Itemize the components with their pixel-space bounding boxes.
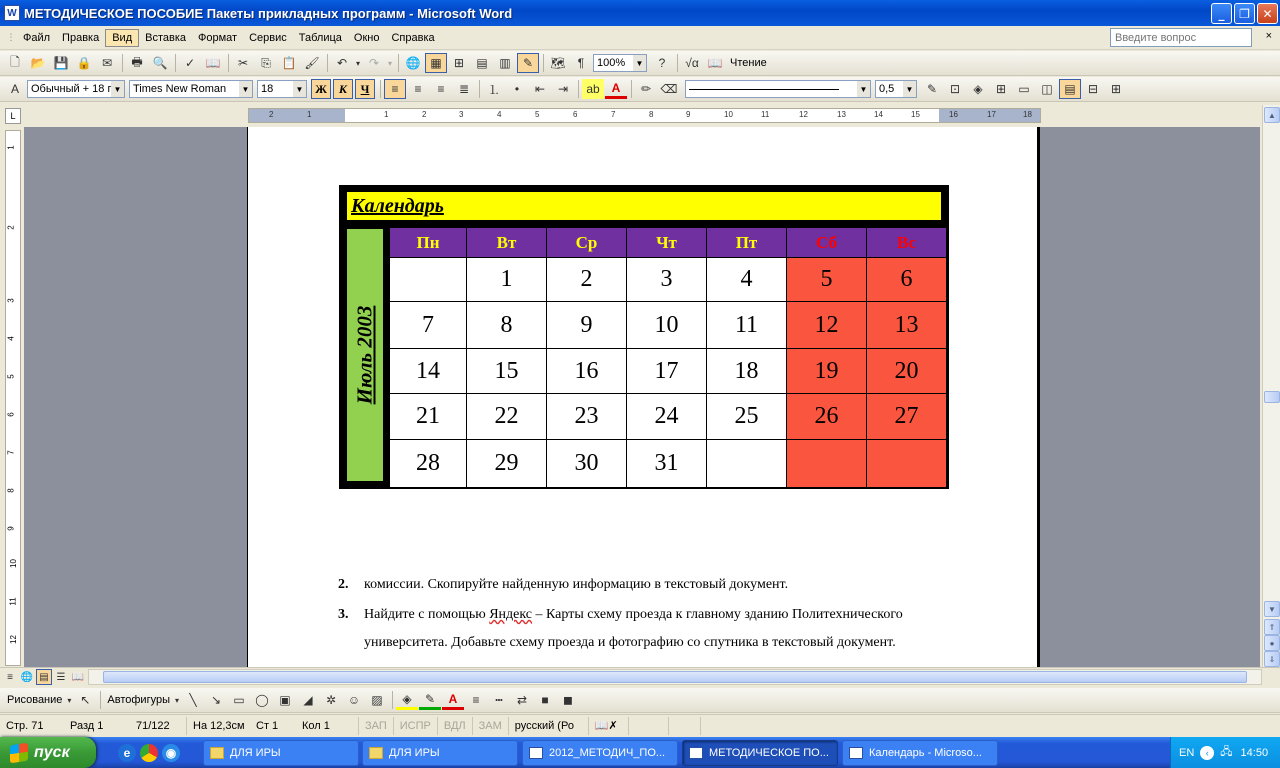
line-color-icon[interactable]: ✎ — [419, 690, 441, 710]
style-value: Обычный + 18 г — [31, 83, 112, 95]
status-rec[interactable]: ЗАП — [358, 717, 393, 735]
reading-label[interactable]: Чтение — [730, 57, 767, 69]
normal-view-icon[interactable]: ≡ — [7, 671, 13, 683]
ruler-mark: 2 — [422, 110, 427, 119]
drawing-menu-button[interactable]: Рисование — [7, 694, 63, 706]
copy-icon[interactable]: ⎘ — [261, 55, 271, 70]
taskbar-item-label: 2012_МЕТОДИЧ_ПО... — [549, 747, 666, 759]
status-bar — [0, 714, 1280, 736]
permission-icon[interactable]: 🔒 — [76, 56, 92, 70]
day-cell[interactable]: 7 — [390, 302, 466, 348]
ruler-mark: 18 — [1023, 110, 1032, 119]
minimize-button[interactable]: _ — [1211, 3, 1232, 24]
month-cell[interactable] — [347, 229, 383, 481]
day-cell[interactable]: 16 — [547, 349, 626, 393]
day-cell[interactable]: 31 — [627, 440, 706, 487]
eraser-icon[interactable]: ⌫ — [660, 82, 678, 96]
status-empty-panel — [700, 717, 732, 735]
ruler-mark: 12 — [8, 635, 18, 644]
ruler-mark: 12 — [799, 110, 808, 119]
font-size-select[interactable] — [257, 80, 307, 98]
ruler-mark: 9 — [6, 526, 16, 531]
day-cell[interactable]: 4 — [707, 258, 786, 301]
calendar-table[interactable] — [339, 185, 949, 489]
outside-border-icon[interactable]: ⊡ — [949, 82, 961, 96]
increase-indent-icon[interactable]: ⇥ — [557, 82, 569, 96]
day-cell-weekend[interactable] — [867, 440, 946, 487]
font-color-icon[interactable]: A — [442, 690, 464, 710]
status-extend[interactable]: ВДЛ — [437, 717, 472, 735]
save-icon[interactable]: 💾 — [53, 56, 69, 70]
vertical-scrollbar[interactable] — [1262, 105, 1280, 667]
toolbar-separator — [578, 80, 579, 98]
line-style-icon[interactable]: ≡ — [472, 693, 480, 707]
chevron-down-icon: ▼ — [903, 81, 916, 97]
chevron-down-icon: ▼ — [239, 81, 252, 97]
new-document-icon[interactable]: 🗋 — [10, 54, 20, 69]
taskbar-item[interactable] — [362, 740, 518, 766]
show-hidden-icon[interactable]: ‹ — [1200, 746, 1214, 760]
styles-pane-icon[interactable]: A — [10, 82, 19, 96]
day-cell[interactable]: 14 — [390, 349, 466, 393]
language-indicator[interactable]: EN — [1179, 746, 1195, 759]
font-value: Times New Roman — [133, 83, 227, 95]
rectangle-icon[interactable]: ▭ — [233, 693, 245, 707]
ruler-mark: 7 — [611, 110, 616, 119]
paste-icon[interactable]: 📋 — [281, 56, 297, 70]
ruler-mark: 4 — [497, 110, 502, 119]
zoom-select[interactable] — [593, 54, 647, 72]
list-item[interactable] — [338, 607, 903, 623]
style-select[interactable] — [27, 80, 125, 98]
status-empty-panel — [668, 717, 700, 735]
list-text: Найдите с помощью — [364, 607, 490, 622]
day-cell[interactable] — [390, 258, 466, 301]
merge-cells-icon[interactable]: ▭ — [1018, 82, 1030, 96]
insert-table-icon[interactable]: ⊞ — [453, 56, 465, 70]
email-icon[interactable]: ✉ — [101, 56, 113, 70]
title-bar — [0, 0, 1280, 26]
list-number: 3. — [338, 607, 349, 622]
align-center-icon[interactable]: ≡ — [414, 82, 422, 96]
list-text-continuation[interactable]: университета. Добавьте схему проезда и фотографию со спутника в текстовый документ. — [364, 635, 896, 650]
font-size-value: 18 — [261, 83, 274, 95]
split-cells-icon[interactable]: ◫ — [1041, 82, 1053, 96]
numbering-icon[interactable]: ⒈ — [487, 82, 500, 97]
ruler-mark: 6 — [6, 412, 16, 417]
line-style-preview — [689, 89, 839, 90]
tab-selector[interactable]: L — [5, 108, 21, 124]
chevron-down-icon: ▼ — [293, 81, 306, 97]
autoshapes-menu-button[interactable]: Автофигуры — [107, 694, 170, 706]
day-cell-weekend[interactable]: 27 — [867, 394, 946, 439]
ruler-mark: 3 — [6, 298, 16, 303]
arrow-style-icon[interactable]: ⇄ — [516, 693, 528, 707]
fill-color-icon[interactable]: ◈ — [396, 690, 418, 710]
picture-icon[interactable]: ▨ — [371, 693, 383, 707]
day-header[interactable]: Ср — [547, 228, 626, 257]
vertical-ruler[interactable] — [5, 130, 21, 666]
ruler-mark: 1 — [6, 145, 16, 150]
day-header-weekend[interactable]: Вс — [867, 228, 946, 257]
ruler-mark: 8 — [6, 488, 16, 493]
day-header-weekend[interactable]: Сб — [787, 228, 866, 257]
menu-bar — [0, 26, 1280, 50]
ruler-mark: 11 — [8, 597, 18, 606]
clock[interactable]: 14:50 — [1240, 746, 1269, 759]
day-cell[interactable]: 11 — [707, 302, 786, 348]
help-search-input[interactable] — [1110, 28, 1252, 47]
scroll-thumb[interactable] — [103, 671, 1247, 683]
bullets-icon[interactable]: • — [514, 82, 520, 96]
equation-icon[interactable]: √α — [685, 56, 699, 70]
day-header[interactable]: Пн — [390, 228, 466, 257]
research-icon[interactable]: 📖 — [205, 56, 221, 70]
print-preview-icon[interactable]: 🔍 — [152, 56, 168, 70]
scroll-thumb[interactable] — [1264, 391, 1280, 403]
diagram-icon[interactable]: ✲ — [325, 693, 337, 707]
status-column: Кол 1 — [302, 719, 330, 732]
ie-icon[interactable]: e — [118, 744, 136, 762]
spelling-status-icon[interactable]: 📖✗ — [588, 717, 628, 735]
ruler-mark: 16 — [949, 110, 958, 119]
menu-view[interactable]: Вид — [105, 29, 139, 47]
document-workspace[interactable] — [24, 127, 1260, 667]
day-cell[interactable]: 15 — [467, 349, 546, 393]
print-layout-icon[interactable]: ▤ — [36, 669, 52, 685]
font-color-icon[interactable]: A — [605, 79, 627, 99]
browse-object-icon[interactable]: ● — [1264, 635, 1280, 651]
toolbar-separator — [327, 54, 328, 72]
reading-view-icon[interactable]: 📖 — [71, 671, 85, 683]
decrease-indent-icon[interactable]: ⇤ — [534, 82, 546, 96]
italic-button[interactable]: К — [333, 79, 353, 99]
day-cell[interactable]: 23 — [547, 394, 626, 439]
day-cell-weekend[interactable]: 26 — [787, 394, 866, 439]
undo-icon[interactable]: ↶ — [336, 56, 348, 70]
tables-borders-icon[interactable]: ▦ — [425, 53, 447, 73]
ruler-mark: 17 — [987, 110, 996, 119]
media-icon[interactable]: ◉ — [162, 744, 180, 762]
font-select[interactable] — [129, 80, 253, 98]
month-label: Июль 2003 — [352, 305, 377, 405]
next-page-icon[interactable]: ⇓ — [1264, 651, 1280, 667]
ruler-left-margin — [249, 109, 345, 122]
restore-button[interactable]: ❐ — [1234, 3, 1255, 24]
align-right-icon[interactable]: ≡ — [437, 82, 445, 96]
ruler-mark: 8 — [649, 110, 654, 119]
horizontal-scrollbar[interactable] — [88, 669, 1262, 685]
wordart-icon[interactable]: ◢ — [303, 693, 313, 707]
day-cell[interactable]: 24 — [627, 394, 706, 439]
ruler-mark: 9 — [686, 110, 691, 119]
border-color-icon[interactable]: ✎ — [926, 82, 938, 96]
day-cell[interactable]: 22 — [467, 394, 546, 439]
horizontal-ruler[interactable] — [248, 108, 1041, 123]
outline-view-icon[interactable]: ☰ — [56, 671, 66, 683]
clipart-icon[interactable]: ☺ — [347, 693, 361, 707]
line-weight-value: 0,5 — [879, 83, 895, 95]
toolbar-separator — [175, 54, 176, 72]
day-cell[interactable]: 17 — [627, 349, 706, 393]
toolbar-separator — [228, 54, 229, 72]
cut-icon[interactable]: ✂ — [237, 56, 249, 70]
ruler-mark: 1 — [384, 110, 389, 119]
menu-file[interactable]: Файл — [23, 31, 51, 44]
oval-icon[interactable]: ◯ — [255, 693, 269, 707]
dropdown-arrow-icon[interactable]: ▾ — [387, 58, 392, 68]
arrow-icon[interactable]: ↘ — [210, 693, 222, 707]
toolbar-separator — [543, 54, 544, 72]
toolbar-separator — [380, 80, 381, 98]
calendar-title[interactable]: Календарь — [347, 192, 941, 220]
reading-icon[interactable]: 📖 — [707, 56, 723, 70]
toolbar-separator — [479, 80, 480, 98]
chevron-down-icon: ▼ — [857, 81, 870, 97]
day-cell[interactable]: 3 — [627, 258, 706, 301]
standard-toolbar — [0, 51, 1280, 76]
ruler-mark: 10 — [8, 559, 18, 568]
help-icon[interactable]: ? — [658, 56, 666, 70]
taskbar-item[interactable] — [842, 740, 998, 766]
highlight-icon[interactable]: ab — [582, 79, 604, 99]
toolbar-separator — [100, 691, 101, 709]
status-empty-panel — [628, 717, 668, 735]
day-cell[interactable]: 28 — [390, 440, 466, 487]
ruler-mark: 5 — [535, 110, 540, 119]
shadow-icon[interactable]: ■ — [541, 693, 549, 707]
day-cell[interactable]: 30 — [547, 440, 626, 487]
ruler-mark: 3 — [459, 110, 464, 119]
menu-insert[interactable]: Вставка — [145, 31, 187, 44]
word-doc-icon — [849, 747, 863, 759]
shading-color-icon[interactable]: ◈ — [973, 82, 983, 96]
day-header[interactable]: Вт — [467, 228, 546, 257]
day-cell[interactable]: 10 — [627, 302, 706, 348]
drawing-toolbar — [0, 688, 1280, 713]
menu-tools[interactable]: Сервис — [249, 31, 287, 44]
taskbar-item[interactable] — [522, 740, 678, 766]
network-icon[interactable]: 🖧 — [1220, 746, 1233, 758]
status-section: Разд 1 — [70, 719, 104, 732]
menu-format[interactable]: Формат — [198, 31, 238, 44]
document-map-icon[interactable]: 🗺 — [550, 56, 566, 70]
ruler-mark: 5 — [6, 374, 16, 379]
list-text: – Карты схему проезда к главному зданию Политехнического — [532, 607, 903, 622]
chevron-down-icon: ▼ — [633, 55, 646, 71]
status-line: Ст 1 — [256, 719, 279, 732]
ruler-mark: 7 — [6, 450, 16, 455]
day-cell-weekend[interactable]: 19 — [787, 349, 866, 393]
list-number: 2. — [338, 577, 349, 592]
day-cell[interactable] — [707, 440, 786, 487]
print-icon[interactable]: 🖶 — [131, 54, 143, 69]
word-doc-icon — [529, 747, 543, 759]
start-button[interactable] — [0, 737, 96, 768]
insert-table-icon[interactable]: ⊞ — [995, 82, 1007, 96]
status-page: Стр. 71 — [6, 719, 44, 732]
list-text: комиссии. Скопируйте найденную информацию в текстовый документ. — [364, 577, 789, 592]
day-cell[interactable]: 18 — [707, 349, 786, 393]
close-document-icon[interactable]: × — [1265, 30, 1272, 42]
justify-icon[interactable]: ≣ — [458, 82, 470, 96]
draw-table-icon[interactable]: ✏ — [640, 82, 652, 96]
day-cell[interactable]: 21 — [390, 394, 466, 439]
ruler-mark: 11 — [761, 110, 770, 119]
window-title: МЕТОДИЧЕСКОЕ ПОСОБИЕ Пакеты прикладных программ - Microsoft Word — [24, 5, 513, 21]
open-folder-icon[interactable]: 📂 — [30, 56, 46, 70]
spelling-error-word[interactable]: Яндекс — [489, 607, 533, 622]
day-cell[interactable]: 2 — [547, 258, 626, 301]
day-cell-weekend[interactable]: 20 — [867, 349, 946, 393]
menu-window[interactable]: Окно — [353, 31, 380, 44]
toolbar-separator — [122, 54, 123, 72]
underline-button[interactable]: Ч — [355, 79, 375, 99]
toolbar-separator — [631, 80, 632, 98]
taskbar-item-label: МЕТОДИЧЕСКОЕ ПО... — [709, 747, 829, 759]
redo-icon[interactable]: ↷ — [368, 56, 380, 70]
distribute-rows-icon[interactable]: ⊟ — [1087, 82, 1099, 96]
line-style-select[interactable] — [685, 80, 871, 98]
menu-edit[interactable]: Правка — [62, 31, 100, 44]
chevron-down-icon: ▼ — [111, 81, 124, 97]
status-track[interactable]: ИСПР — [393, 717, 437, 735]
ruler-mark: 14 — [874, 110, 883, 119]
status-overtype[interactable]: ЗАМ — [472, 717, 508, 735]
ruler-mark: 2 — [269, 110, 274, 119]
word-app-icon[interactable]: W — [4, 5, 20, 21]
3d-icon[interactable]: ◼ — [563, 693, 573, 707]
taskbar-item-label: ДЛЯ ИРЫ — [230, 747, 281, 759]
insert-excel-icon[interactable]: ▤ — [476, 56, 488, 70]
dropdown-arrow-icon[interactable]: ▾ — [355, 58, 360, 68]
menu-help[interactable]: Справка — [391, 31, 435, 44]
day-cell[interactable]: 8 — [467, 302, 546, 348]
day-cell[interactable]: 1 — [467, 258, 546, 301]
hyperlink-icon[interactable]: 🌐 — [405, 56, 421, 70]
align-left-icon[interactable]: ≡ — [384, 79, 406, 99]
bold-button[interactable]: Ж — [311, 79, 331, 99]
document-page[interactable] — [247, 127, 1040, 667]
select-objects-icon[interactable]: ↖ — [80, 693, 91, 707]
status-language[interactable]: русский (Ро — [508, 717, 588, 735]
pilcrow-icon[interactable]: ¶ — [577, 56, 585, 70]
taskbar-item-active[interactable] — [682, 740, 838, 766]
day-cell[interactable]: 25 — [707, 394, 786, 439]
close-button[interactable]: ✕ — [1257, 3, 1278, 24]
day-cell-weekend[interactable] — [787, 440, 866, 487]
spelling-icon[interactable]: ✓ — [184, 56, 196, 70]
dropdown-arrow-icon[interactable]: ▾ — [174, 695, 179, 705]
ruler-mark: 2 — [6, 225, 16, 230]
ruler-mark: 13 — [837, 110, 846, 119]
status-position: На 12,3см — [186, 717, 250, 735]
grip-icon: ⋮ — [6, 32, 16, 42]
dash-style-icon[interactable]: ┅ — [495, 693, 503, 707]
day-cell[interactable]: 29 — [467, 440, 546, 487]
taskbar-item-label: ДЛЯ ИРЫ — [389, 747, 440, 759]
textbox-icon[interactable]: ▣ — [279, 693, 291, 707]
folder-icon — [210, 747, 224, 759]
toolbar-separator — [677, 54, 678, 72]
calendar-grid — [390, 228, 943, 482]
ruler-mark: 10 — [724, 110, 733, 119]
word-doc-icon — [689, 747, 703, 759]
ruler-mark: 15 — [911, 110, 920, 119]
web-view-icon[interactable]: 🌐 — [20, 671, 34, 683]
toolbar-separator — [392, 691, 393, 709]
format-painter-icon[interactable]: 🖌 — [304, 56, 320, 70]
line-weight-select[interactable] — [875, 80, 917, 98]
taskbar-item-label: Календарь - Microso... — [869, 747, 982, 759]
formatting-toolbar — [0, 77, 1280, 102]
drawing-icon[interactable]: ✎ — [517, 53, 539, 73]
chrome-icon[interactable] — [140, 744, 158, 762]
menu-table[interactable]: Таблица — [298, 31, 342, 44]
ruler-mark: 1 — [307, 110, 312, 119]
day-header[interactable]: Чт — [627, 228, 706, 257]
day-header[interactable]: Пт — [707, 228, 786, 257]
scroll-up-icon[interactable]: ▲ — [1264, 107, 1280, 123]
folder-icon — [369, 747, 383, 759]
day-cell-weekend[interactable]: 13 — [867, 302, 946, 348]
scroll-down-icon[interactable]: ▼ — [1264, 601, 1280, 617]
prev-page-icon[interactable]: ⇑ — [1264, 619, 1280, 635]
windows-logo-icon — [10, 742, 28, 763]
columns-icon[interactable]: ▥ — [499, 56, 511, 70]
day-cell-weekend[interactable]: 5 — [787, 258, 866, 301]
ruler-mark: 6 — [573, 110, 578, 119]
system-tray — [1170, 737, 1280, 768]
dropdown-arrow-icon[interactable]: ▾ — [67, 695, 72, 705]
zoom-value: 100% — [597, 57, 626, 69]
line-icon[interactable]: ╲ — [189, 693, 197, 707]
list-item[interactable] — [338, 577, 788, 593]
distribute-columns-icon[interactable]: ⊞ — [1110, 82, 1122, 96]
day-cell-weekend[interactable]: 12 — [787, 302, 866, 348]
start-label: пуск — [34, 743, 70, 761]
ruler-mark: 4 — [6, 336, 16, 341]
status-pages: 71/122 — [136, 719, 170, 732]
day-cell-weekend[interactable]: 6 — [867, 258, 946, 301]
day-cell[interactable]: 9 — [547, 302, 626, 348]
taskbar-item[interactable] — [203, 740, 359, 766]
align-cell-icon[interactable]: ▤ — [1059, 79, 1081, 99]
toolbar-separator — [398, 54, 399, 72]
